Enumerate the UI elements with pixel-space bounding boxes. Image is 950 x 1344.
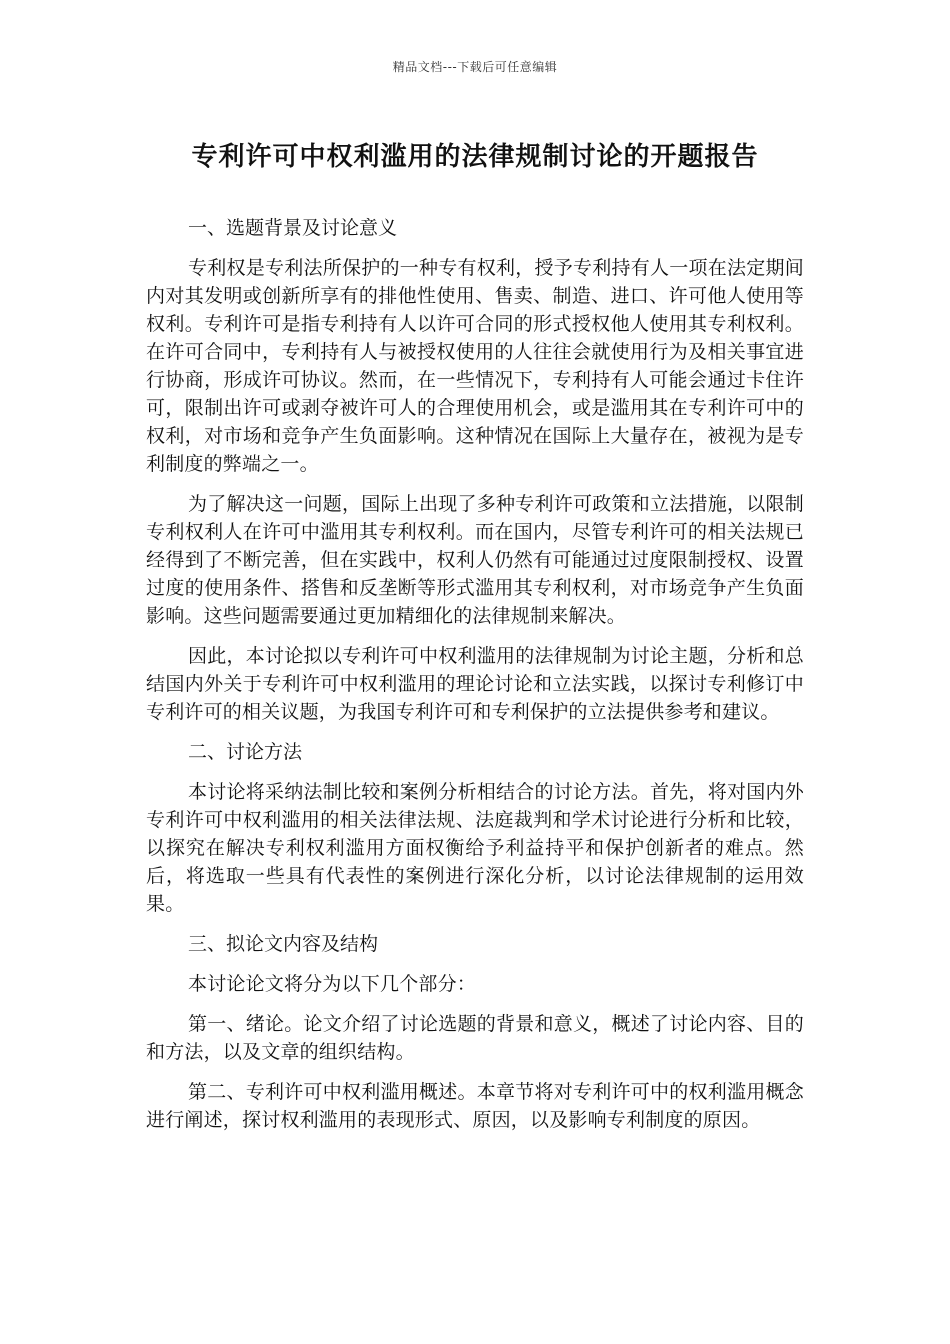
section-heading-background: 一、选题背景及讨论意义 (188, 217, 398, 239)
paragraph-international-policy: 为了解决这一问题，国际上出现了多种专利许可政策和立法措施，以限制专利权利人在许可中滥用其专利权利。而在国内，尽管专利许可的相关法规已经得到了不断完善，但在实践中，权利人仍然有可能通过过度限制授权、设置过度的使用条件、搭售和反垄断等形式滥用其专利权利，对市场竞争产生负面影响。这些问题需要通过更加精细化的法律规制来解决。 (146, 493, 804, 627)
paragraph-method: 本讨论将采纳法制比较和案例分析相结合的讨论方法。首先，将对国内外专利许可中权利滥用的相关法律法规、法庭裁判和学术讨论进行分析和比较，以探究在解决专利权利滥用方面权衡给予利益持平和保护创新者的难点。然后，将选取一些具有代表性的案例进行深化分析，以讨论法律规制的运用效果。 (146, 781, 804, 915)
paragraph-patent-rights: 专利权是专利法所保护的一种专有权利，授予专利持有人一项在法定期间内对其发明或创新所享有的排他性使用、售卖、制造、进口、许可他人使用等权利。专利许可是指专利持有人以许可合同的形式授权他人使用其专利权利。在许可合同中，专利持有人与被授权使用的人往往会就使用行为及相关事宜进行协商，形成许可协议。然而，在一些情况下，专利持有人可能会通过卡住许可，限制出许可或剥夺被许可人的合理使用机会，或是滥用其在专利许可中的权利，对市场和竞争产生负面影响。这种情况在国际上大量存在，被视为是专利制度的弊端之一。 (146, 257, 804, 475)
document-body (146, 214, 804, 1146)
paragraph-research-topic: 因此，本讨论拟以专利许可中权利滥用的法律规制为讨论主题，分析和总结国内外关于专利许可中权利滥用的理论讨论和立法实践，以探讨专利修订中专利许可的相关议题，为我国专利许可和专利保护的立法提供参考和建议。 (146, 645, 804, 723)
section-heading-structure: 三、拟论文内容及结构 (188, 933, 379, 955)
document-title: 专利许可中权利滥用的法律规制讨论的开题报告 (191, 142, 759, 172)
section-heading-method: 二、讨论方法 (188, 741, 303, 763)
header-note: 精品文档---下载后可任意编辑 (392, 60, 558, 74)
paragraph-part-two: 第二、专利许可中权利滥用概述。本章节将对专利许可中的权利滥用概念进行阐述，探讨权利滥用的表现形式、原因，以及影响专利制度的原因。 (146, 1081, 804, 1131)
paragraph-structure-intro: 本讨论论文将分为以下几个部分： (188, 973, 477, 995)
paragraph-part-one: 第一、绪论。论文介绍了讨论选题的背景和意义，概述了讨论内容、目的和方法，以及文章的组织结构。 (146, 1013, 804, 1063)
